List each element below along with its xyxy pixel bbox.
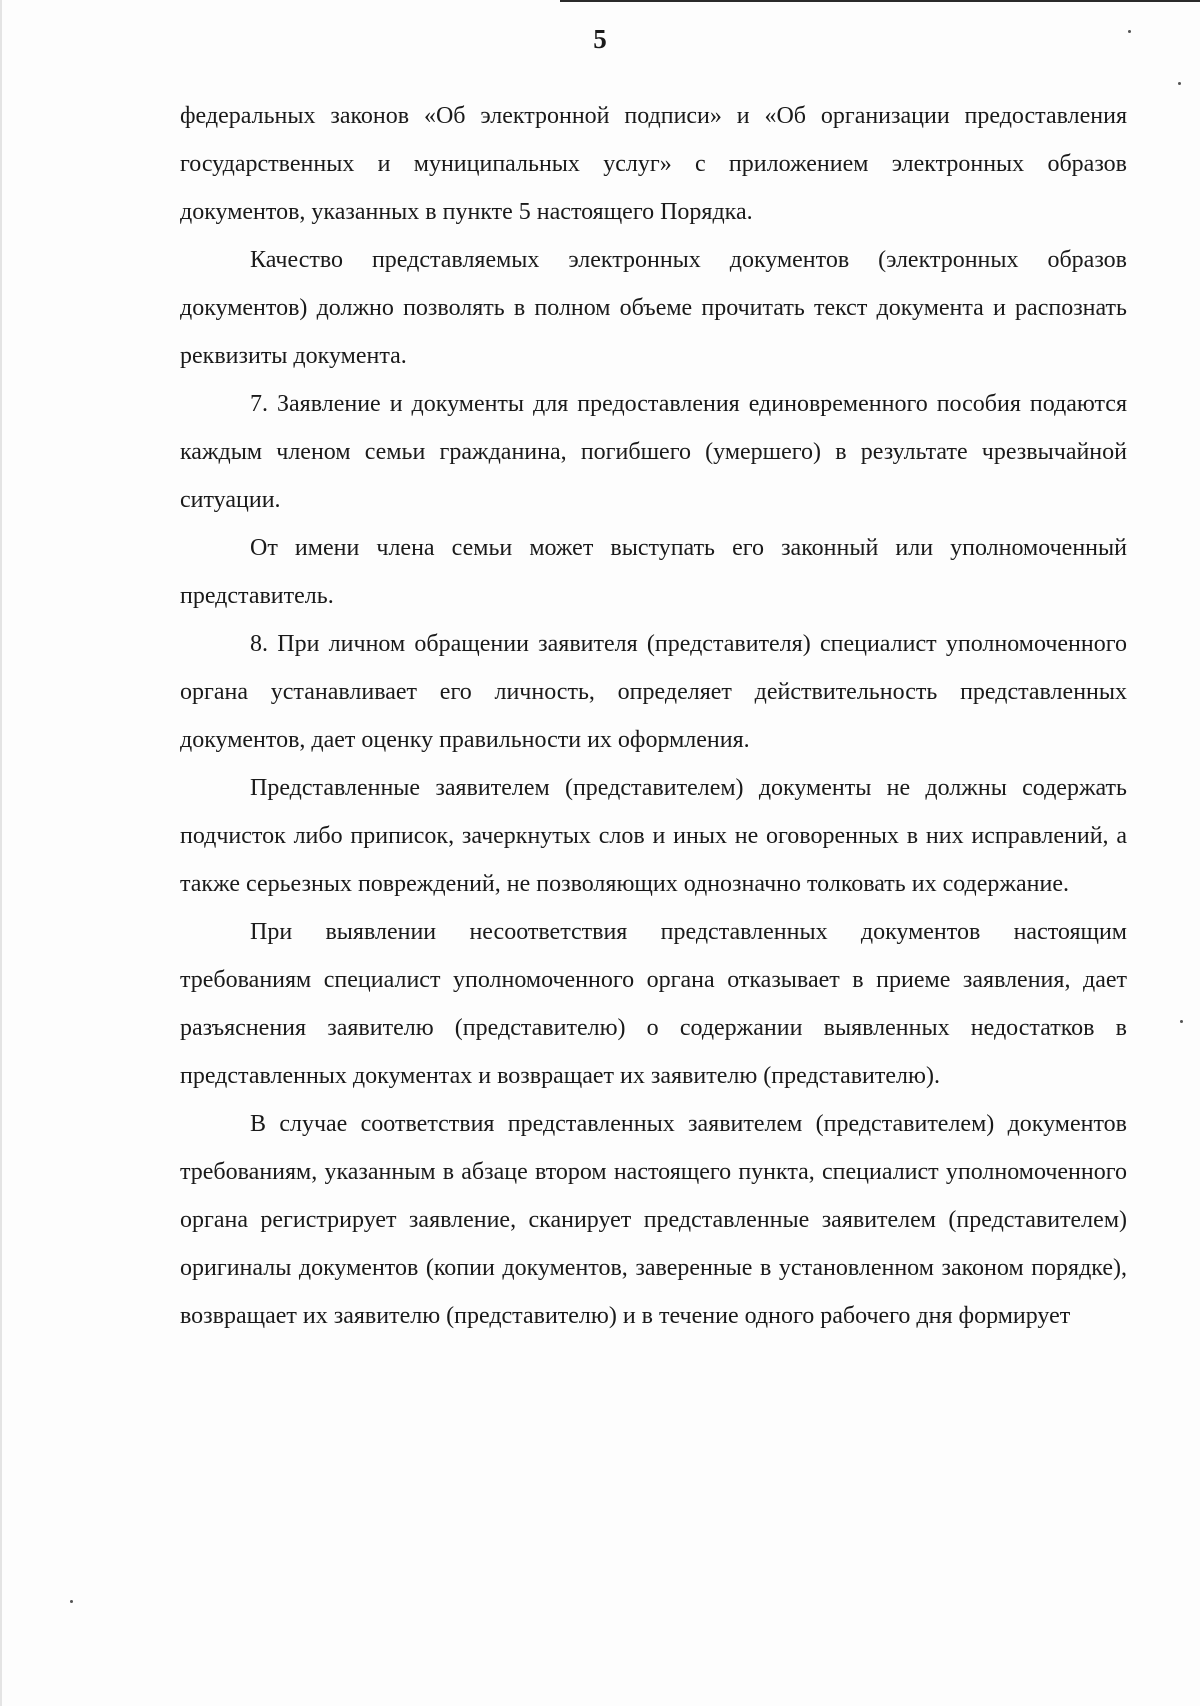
scan-edge-top (560, 0, 1200, 2)
paragraph-continuation: федеральных законов «Об электронной подписи» и «Об организации предоставления государственных и муниципальных услуг» с приложением электронных образов документов, указанных в пункте 5 настоящего Порядка. (180, 103, 1127, 225)
scan-edge-left (0, 0, 2, 1706)
body-text (180, 92, 1127, 1340)
scan-speck (70, 1600, 73, 1603)
paragraph: В случае соответствия представленных заявителем (представителем) документов требованиям, указанным в абзаце втором настоящего пункта, специалист уполномоченного органа регистрирует заявление, сканирует представленные заявителем (представителем) оригиналы документов (копии документов, заверенные в установленном законом порядке), возвращает их заявителю (представителю) и в течение одного рабочего дня формирует (180, 1111, 1127, 1329)
paragraph: Представленные заявителем (представителем) документы не должны содержать подчисток либо приписок, зачеркнутых слов и иных не оговоренных в них исправлений, а также серьезных повреждений, не позволяющих однозначно толковать их содержание. (180, 775, 1127, 897)
page-number: 5 (593, 24, 607, 54)
paragraph: При выявлении несоответствия представленных документов настоящим требованиям специалист уполномоченного органа отказывает в приеме заявления, дает разъяснения заявителю (представителю) о содержании выявленных недостатков в представленных документах и возвращает их заявителю (представителю). (180, 919, 1127, 1089)
paragraph-item-7: 7. Заявление и документы для предоставления единовременного пособия подаются каждым членом семьи гражданина, погибшего (умершего) в результате чрезвычайной ситуации. (180, 391, 1127, 513)
scan-speck (1180, 1020, 1183, 1023)
paragraph-item-8: 8. При личном обращении заявителя (представителя) специалист уполномоченного органа устанавливает его личность, определяет действительность представленных документов, дает оценку правильности их оформления. (180, 631, 1127, 753)
paragraph: Качество представляемых электронных документов (электронных образов документов) должно позволять в полном объеме прочитать текст документа и распознать реквизиты документа. (180, 247, 1127, 369)
paragraph: От имени члена семьи может выступать его законный или уполномоченный представитель. (180, 535, 1127, 609)
scan-speck (1178, 82, 1181, 85)
